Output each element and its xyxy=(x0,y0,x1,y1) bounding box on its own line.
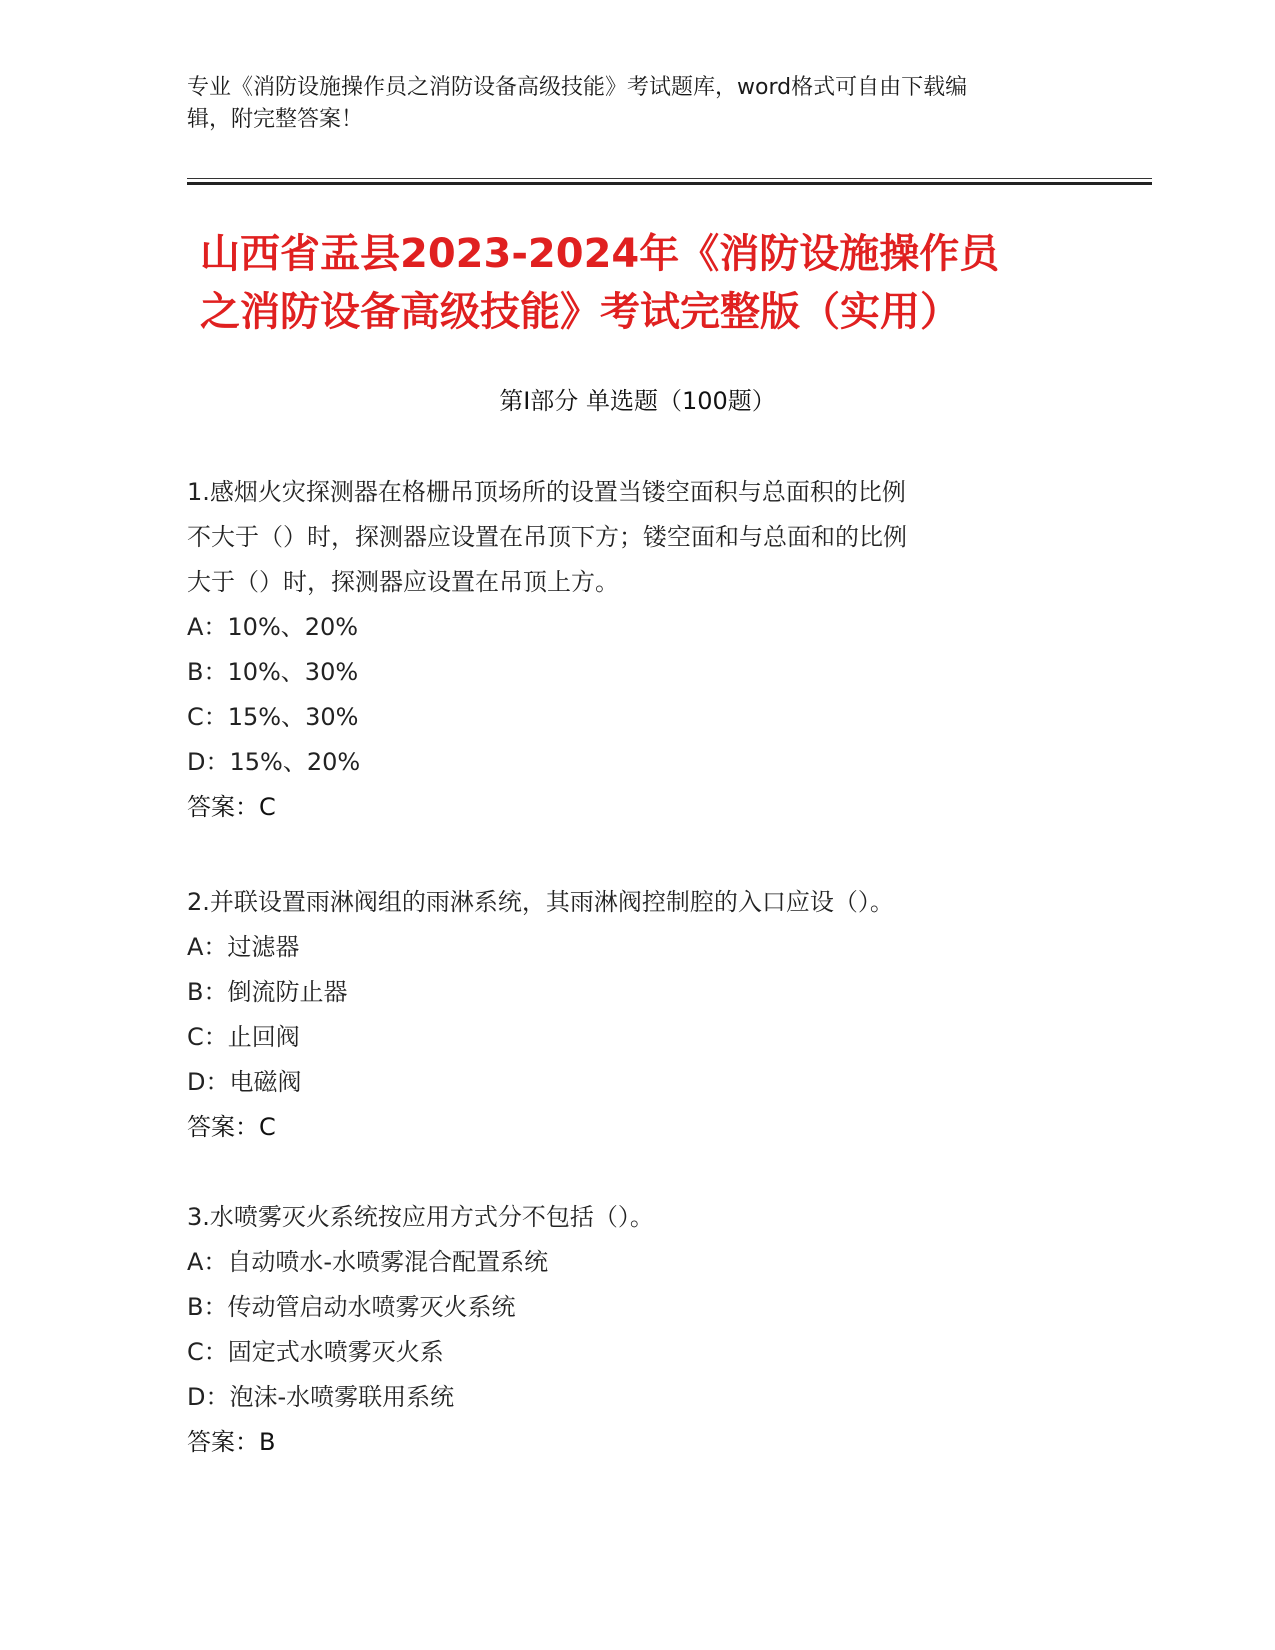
question-stem xyxy=(187,880,1067,925)
header-divider-thin xyxy=(187,178,1152,179)
option-d: D：15%、20% xyxy=(187,748,361,776)
option-d: D：泡沫-水喷雾联用系统 xyxy=(187,1383,455,1411)
answer: 答案：C xyxy=(187,1113,276,1141)
question-stem-line: 1.感烟火灾探测器在格栅吊顶场所的设置当镂空面积与总面积的比例 xyxy=(187,478,906,506)
document-title-line-2: 之消防设备高级技能》考试完整版（实用） xyxy=(200,289,960,335)
question-3 xyxy=(187,1195,1067,1465)
option-d: D：电磁阀 xyxy=(187,1068,302,1096)
answer: 答案：C xyxy=(187,793,276,821)
option-a: A：自动喷水-水喷雾混合配置系统 xyxy=(187,1248,549,1276)
question-stem xyxy=(187,1195,1067,1240)
option-c: C：15%、30% xyxy=(187,703,359,731)
question-stem-line: 不大于（）时，探测器应设置在吊顶下方；镂空面和与总面和的比例 xyxy=(187,523,907,551)
header-note xyxy=(187,72,1067,136)
question-stem-line: 2.并联设置雨淋阀组的雨淋系统，其雨淋阀控制腔的入口应设（）。 xyxy=(187,888,894,916)
section-title: 第Ⅰ部分 单选题（100题） xyxy=(499,387,776,415)
question-stem-line: 3.水喷雾灭火系统按应用方式分不包括（）。 xyxy=(187,1203,654,1231)
option-a: A：10%、20% xyxy=(187,613,359,641)
document-title xyxy=(200,225,1100,341)
header-note-line-2: 辑，附完整答案！ xyxy=(187,107,364,132)
option-b: B：传动管启动水喷雾灭火系统 xyxy=(187,1293,516,1321)
document-title-line-1: 山西省盂县2023-2024年《消防设施操作员 xyxy=(200,231,1000,277)
question-stem-line: 大于（）时，探测器应设置在吊顶上方。 xyxy=(187,568,619,596)
option-c: C：止回阀 xyxy=(187,1023,300,1051)
answer: 答案：B xyxy=(187,1428,276,1456)
question-stem xyxy=(187,470,1067,605)
header-note-line-1: 专业《消防设施操作员之消防设备高级技能》考试题库，word格式可自由下载编 xyxy=(187,75,968,100)
option-a: A：过滤器 xyxy=(187,933,300,961)
question-1 xyxy=(187,470,1067,830)
question-2 xyxy=(187,880,1067,1150)
option-c: C：固定式水喷雾灭火系 xyxy=(187,1338,444,1366)
option-b: B：10%、30% xyxy=(187,658,359,686)
header-divider-thick xyxy=(187,182,1152,185)
option-b: B：倒流防止器 xyxy=(187,978,348,1006)
